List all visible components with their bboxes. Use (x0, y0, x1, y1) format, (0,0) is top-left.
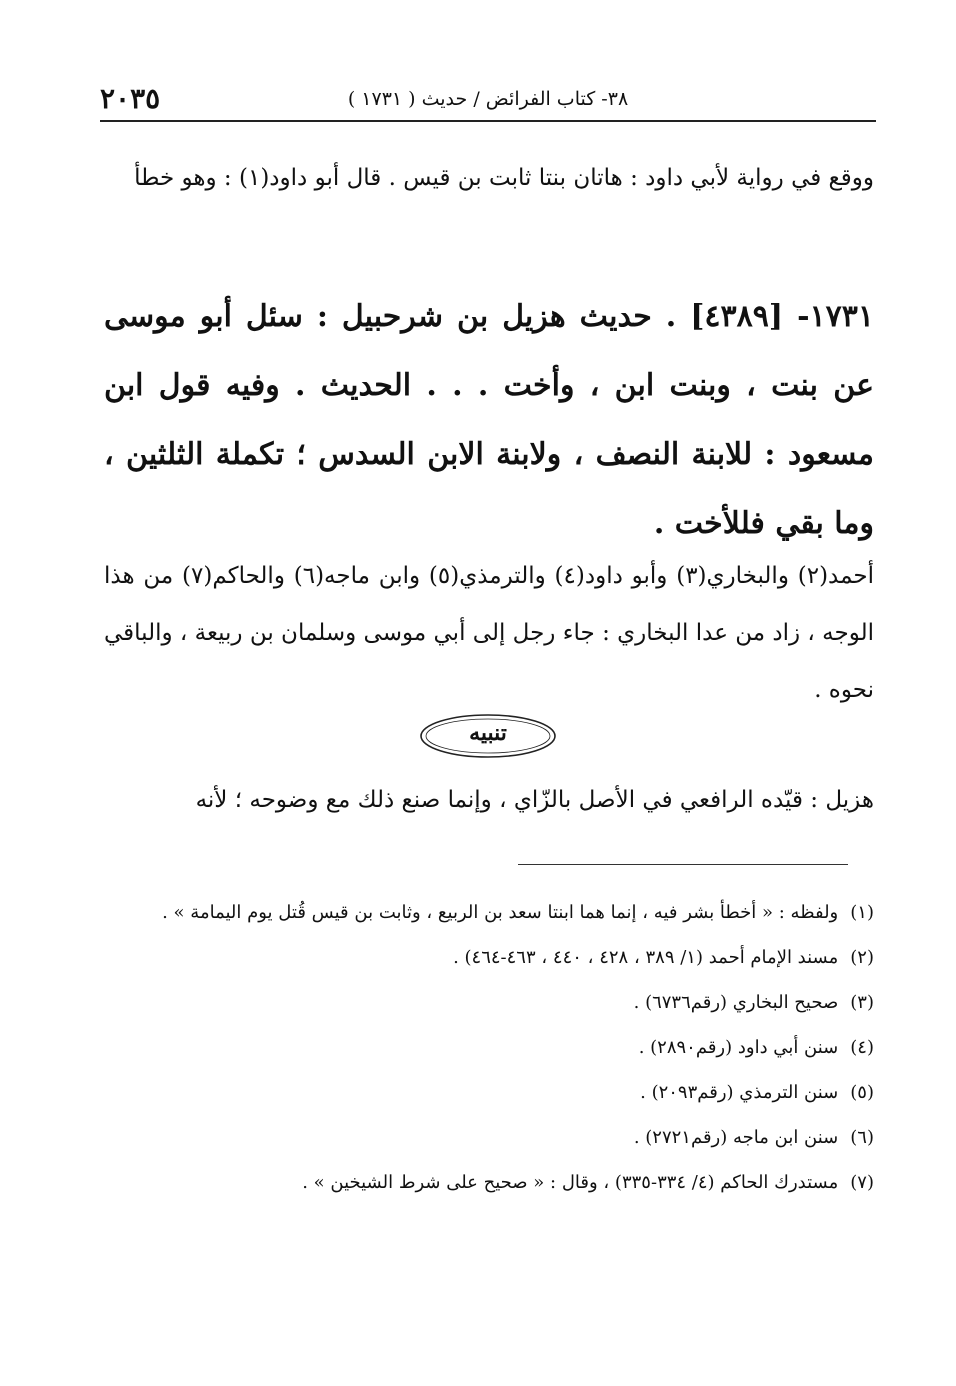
footnote-text: سنن ابن ماجه (رقم٢٧٢١) . (633, 1127, 839, 1148)
footnote-item (94, 1025, 874, 1070)
intro-paragraph: ووقع في رواية لأبي داود : هاتان بنتا ثابت بن قيس . قال أبو داود(١) : وهو خطأ (134, 165, 874, 191)
footnote-item (94, 1160, 874, 1205)
footnote-text: ولفظه : « أخطأ بشر فيه ، إنما هما ابنتا سعد بن الربيع ، وثابت بن قيس قُتل يوم اليمامة » . (162, 902, 839, 923)
running-head: ٣٨- كتاب الفرائض / حديث ( ١٧٣١ ) (347, 88, 629, 110)
hadith-heading: ١٧٣١- [٤٣٨٩] . حديث هزيل بن شرحبيل : سئل أبو موسى عن بنت ، وبنت ابن ، وأخت . . . الحديث . وفيه قول ابن مسعود : للابنة النصف ، ولابنة الابن السدس ؛ تكملة الثلثين ، وما بقي فللأخت . (104, 299, 874, 541)
footnote-text: مسند الإمام أحمد (١/ ٣٨٩ ، ٤٢٨ ، ٤٤٠ ، ٤٦٣-٤٦٤) . (453, 947, 839, 968)
footnote-item (94, 935, 874, 980)
footnote-text: صحيح البخاري (رقم٦٧٣٦) . (633, 992, 839, 1013)
footnote-item (94, 980, 874, 1025)
footnote-text: سنن أبي داود (رقم٢٨٩٠) . (638, 1037, 839, 1058)
footnote-number: (٤) (850, 1037, 874, 1058)
footnote-item (94, 890, 874, 935)
notice-badge (418, 712, 558, 760)
notice-paragraph: هزيل : قيّده الرافعي في الأصل بالزّاي ، وإنما صنع ذلك مع وضوحه ؛ لأنه (195, 787, 874, 813)
footnote-item (94, 1115, 874, 1160)
footnote-number: (٧) (850, 1172, 874, 1193)
notice-label: تنبيه (469, 720, 507, 746)
footnote-number: (٦) (850, 1127, 874, 1148)
footnote-number: (٣) (850, 992, 874, 1013)
page-header (100, 78, 876, 122)
footnote-number: (٥) (850, 1082, 874, 1103)
footnote-number: (١) (850, 902, 874, 923)
footnote-item (94, 1070, 874, 1115)
footnote-text: سنن الترمذي (رقم٢٠٩٣) . (640, 1082, 839, 1103)
page-number: ٢٠٣٥ (100, 82, 161, 115)
footnotes-list (94, 890, 874, 1205)
footnote-divider (518, 864, 848, 865)
footnote-text: مستدرك الحاكم (٤/ ٣٣٤-٣٣٥) ، وقال : « صحيح على شرط الشيخين » . (302, 1172, 839, 1193)
footnote-number: (٢) (850, 947, 874, 968)
sources-paragraph: أحمد(٢) والبخاري(٣) وأبو داود(٤) والترمذي(٥) وابن ماجه(٦) والحاكم(٧) من هذا الوجه ، زاد من عدا البخاري : جاء رجل إلى أبي موسى وسلمان بن ربيعة ، والباقي نحوه . (103, 563, 875, 703)
